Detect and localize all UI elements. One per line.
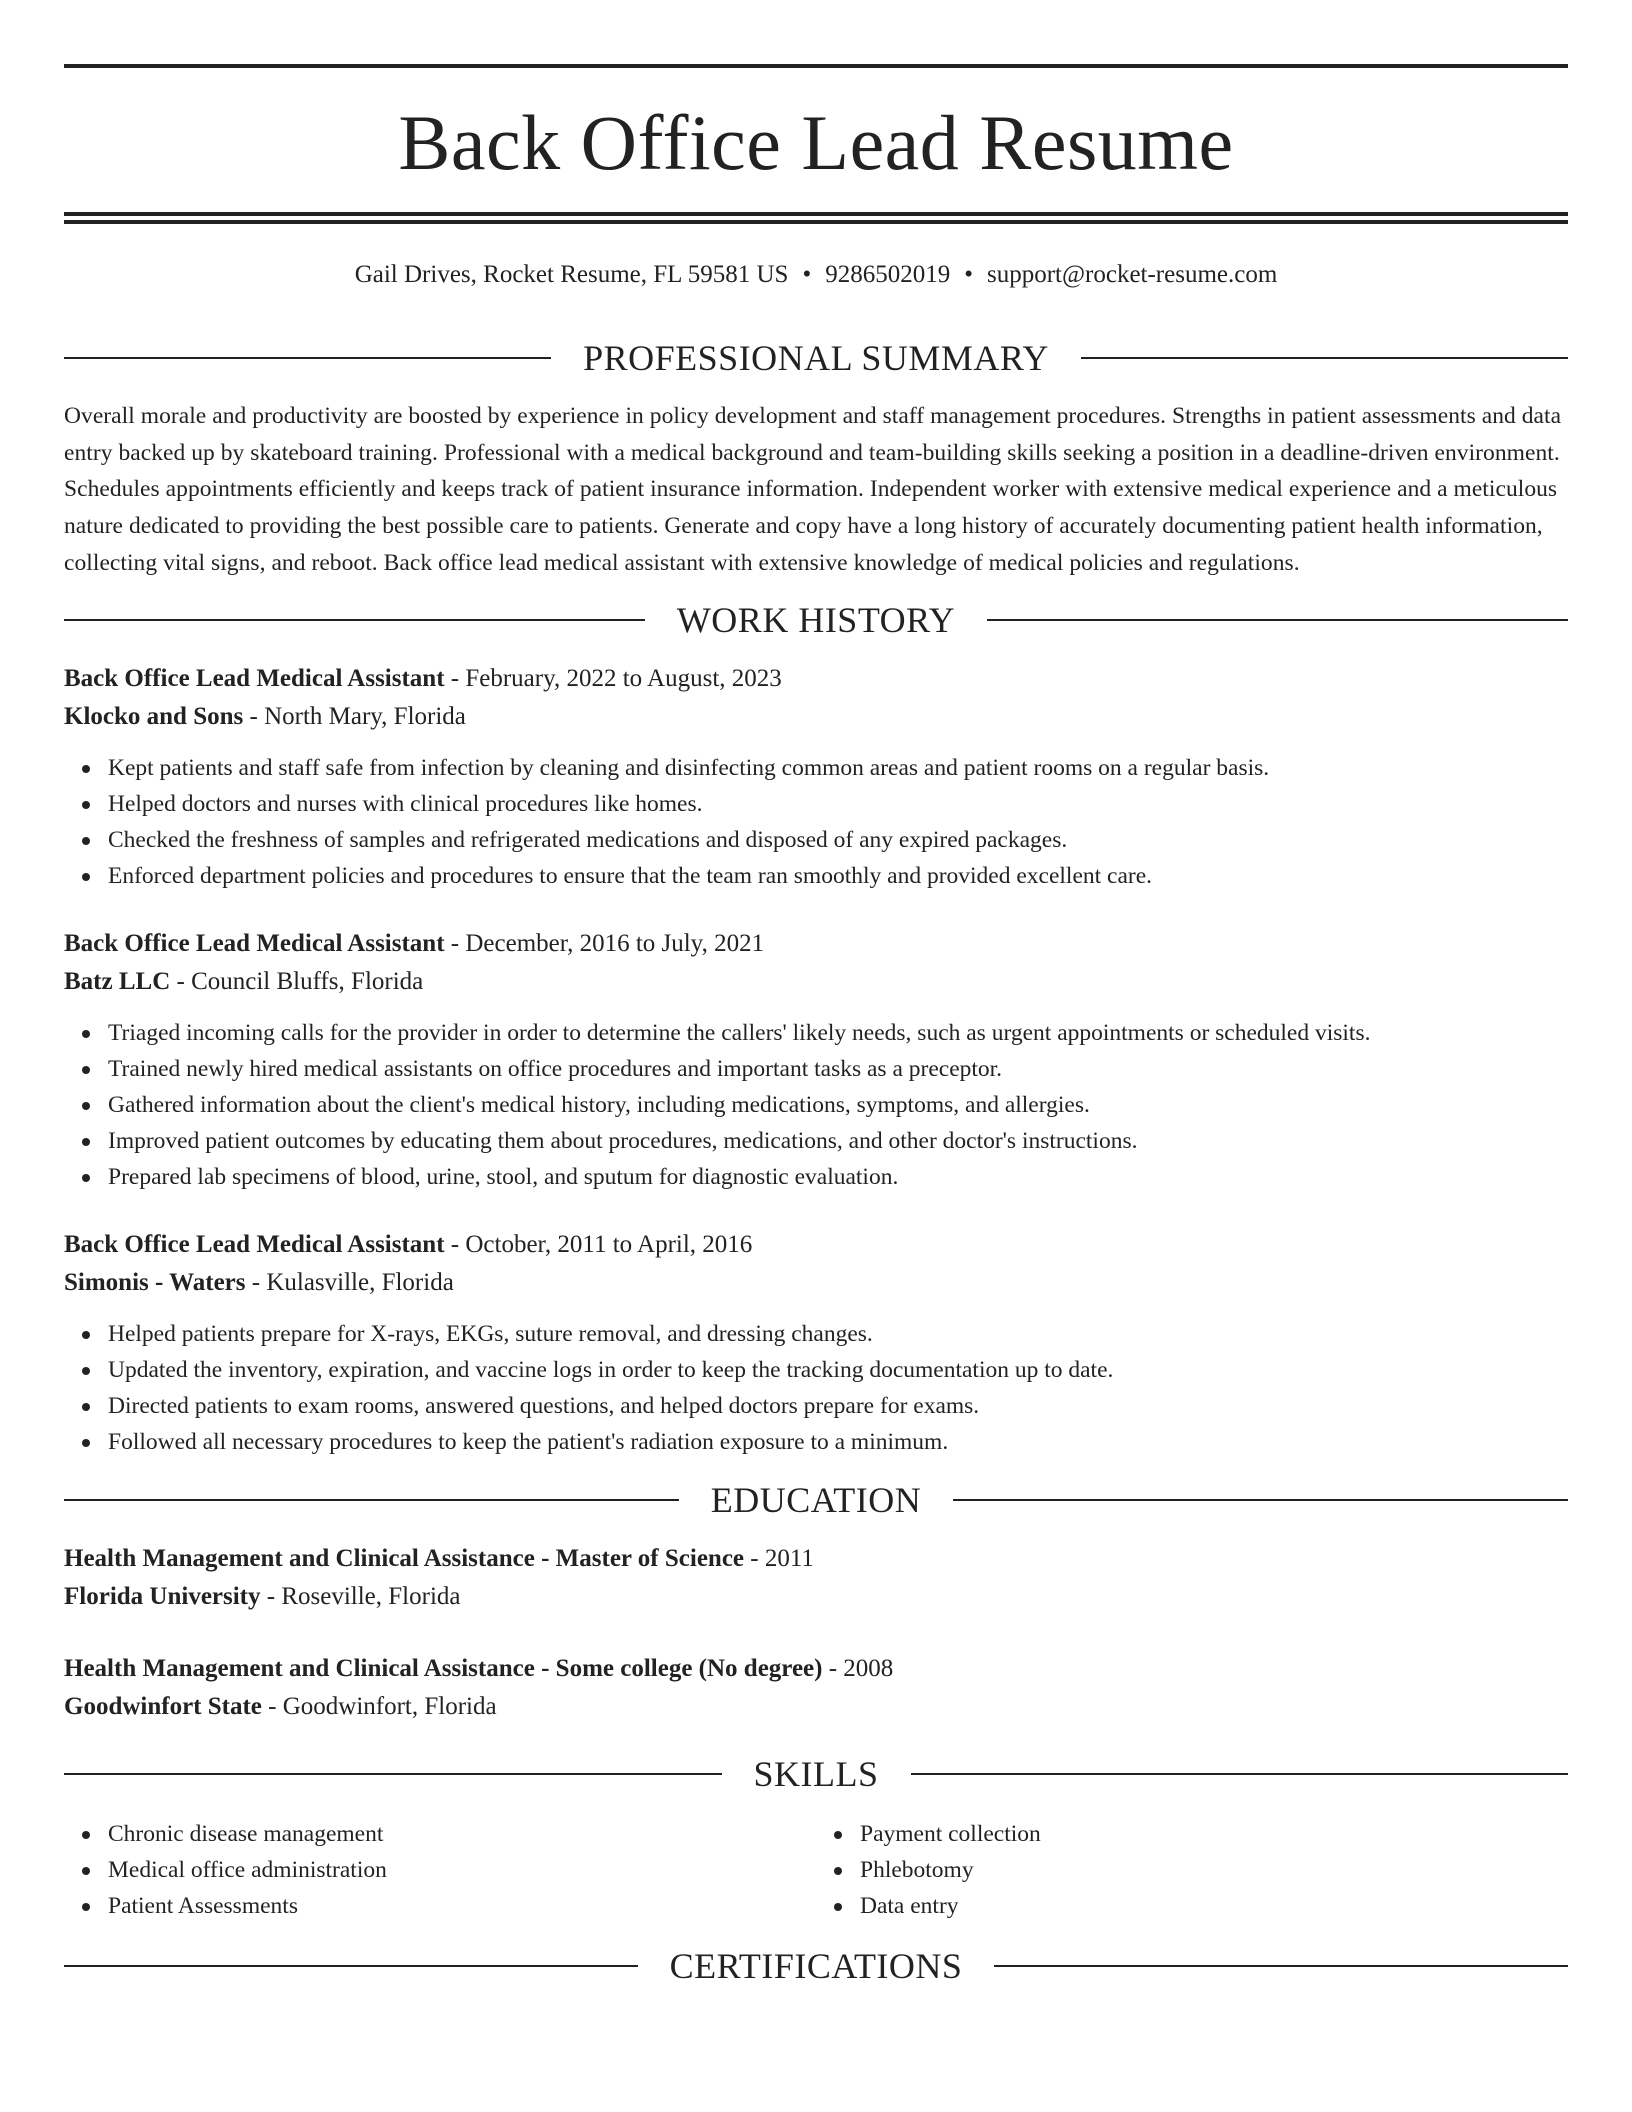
job-dates: - December, 2016 to July, 2021 [444, 929, 765, 957]
contact-separator: • [802, 261, 812, 288]
job-dates: - February, 2022 to August, 2023 [444, 664, 782, 692]
section-rule [64, 1773, 722, 1775]
contact-line [64, 260, 1568, 290]
contact-separator: • [964, 261, 973, 288]
job-company-line [64, 1264, 1568, 1302]
section-title-certifications: CERTIFICATIONS [669, 1945, 963, 1986]
job-company-line [64, 963, 1568, 1001]
skills-column-right [816, 1816, 1568, 1924]
list-item: Gathered information about the client's medical history, including medications, symptoms, and allergies. [108, 1087, 1568, 1123]
contact-address: Gail Drives, Rocket Resume, FL 59581 US [354, 261, 789, 288]
education-school: Goodwinfort State [64, 1692, 262, 1720]
education-degree: Health Management and Clinical Assistance - Master of Science [64, 1544, 745, 1572]
list-item: Trained newly hired medical assistants on office procedures and important tasks as a preceptor. [108, 1051, 1568, 1087]
list-item: Prepared lab specimens of blood, urine, stool, and sputum for diagnostic evaluation. [108, 1159, 1568, 1195]
section-rule [64, 1965, 638, 1967]
section-rule [987, 619, 1568, 621]
section-rule [1081, 357, 1568, 359]
job-company: Simonis - Waters [64, 1268, 246, 1296]
list-item: Triaged incoming calls for the provider in order to determine the callers' likely needs, such as urgent appointments or scheduled visits. [108, 1015, 1568, 1051]
job-title-line [64, 660, 1568, 698]
top-rule [64, 64, 1568, 68]
section-rule [64, 619, 645, 621]
section-rule [64, 357, 551, 359]
skill-item: Data entry [860, 1888, 1568, 1924]
section-rule [911, 1773, 1569, 1775]
list-item: Improved patient outcomes by educating them about procedures, medications, and other doctor's instructions. [108, 1123, 1568, 1159]
contact-phone: 9286502019 [825, 261, 951, 288]
summary-text: Overall morale and productivity are boosted by experience in policy development and staff management procedures. Strengths in patient assessments and data entry backed up by skateboard training. Professional with a medical background and team-building skills seeking a position in a deadline-driven environment. Schedules appointments efficiently and keeps track of patient insurance information. Independent worker with extensive medical experience and a meticulous nature dedicated to providing the best possible care to patients. Generate and copy have a long history of accurately documenting patient health information, collecting vital signs, and reboot. Back office lead medical assistant with extensive knowledge of medical policies and regulations. [64, 403, 1562, 576]
job-location: - Kulasville, Florida [245, 1268, 454, 1296]
job-company: Klocko and Sons [64, 702, 244, 730]
section-header-work [64, 599, 1568, 640]
job-entry [64, 925, 1568, 1195]
education-entry [64, 1540, 1568, 1616]
job-location: - Council Bluffs, Florida [170, 967, 424, 995]
section-header-education [64, 1479, 1568, 1520]
education-entry [64, 1650, 1568, 1726]
list-item: Checked the freshness of samples and refrigerated medications and disposed of any expired packages. [108, 822, 1568, 858]
job-entry [64, 660, 1568, 894]
job-title-line [64, 1226, 1568, 1264]
job-bullets [64, 1015, 1568, 1195]
skill-item: Patient Assessments [108, 1888, 816, 1924]
education-degree: Health Management and Clinical Assistance - Some college (No degree) [64, 1654, 823, 1682]
job-title: Back Office Lead Medical Assistant [64, 664, 445, 692]
section-title-education: EDUCATION [710, 1479, 922, 1520]
education-location: - Roseville, Florida [260, 1582, 461, 1610]
section-title-summary: PROFESSIONAL SUMMARY [583, 338, 1049, 378]
skill-item: Payment collection [860, 1816, 1568, 1852]
job-company-line [64, 698, 1568, 736]
job-bullets [64, 1316, 1568, 1460]
list-item: Helped doctors and nurses with clinical procedures like homes. [108, 786, 1568, 822]
section-title-work: WORK HISTORY [676, 599, 956, 640]
education-degree-line [64, 1650, 1568, 1688]
job-bullets [64, 750, 1568, 894]
list-item: Kept patients and staff safe from infection by cleaning and disinfecting common areas and patient rooms on a regular basis. [108, 750, 1568, 786]
skill-item: Phlebotomy [860, 1852, 1568, 1888]
skill-item: Chronic disease management [108, 1816, 816, 1852]
list-item: Updated the inventory, expiration, and vaccine logs in order to keep the tracking documentation up to date. [108, 1352, 1568, 1388]
education-year: - 2008 [822, 1654, 894, 1682]
section-title-skills: SKILLS [753, 1753, 879, 1794]
job-entry [64, 1226, 1568, 1460]
page-title: Back Office Lead Resume [398, 99, 1234, 186]
skill-item: Medical office administration [108, 1852, 816, 1888]
job-location: - North Mary, Florida [243, 702, 466, 730]
list-item: Directed patients to exam rooms, answered questions, and helped doctors prepare for exams. [108, 1388, 1568, 1424]
section-header-summary [64, 340, 1568, 376]
section-header-skills [64, 1753, 1568, 1794]
education-location: - Goodwinfort, Florida [261, 1692, 497, 1720]
list-item: Enforced department policies and procedures to ensure that the team ran smoothly and provided excellent care. [108, 858, 1568, 894]
skills-column-left [64, 1816, 816, 1924]
title-double-rule [64, 212, 1568, 224]
contact-email: support@rocket-resume.com [987, 261, 1278, 288]
skills-grid [64, 1816, 1568, 1924]
section-rule [994, 1965, 1568, 1967]
job-title: Back Office Lead Medical Assistant [64, 929, 445, 957]
education-year: - 2011 [744, 1544, 814, 1572]
education-school-line [64, 1578, 1568, 1616]
education-school: Florida University [64, 1582, 261, 1610]
section-rule [953, 1499, 1568, 1501]
list-item: Followed all necessary procedures to keep the patient's radiation exposure to a minimum. [108, 1424, 1568, 1460]
job-title: Back Office Lead Medical Assistant [64, 1230, 445, 1258]
education-degree-line [64, 1540, 1568, 1578]
section-header-certifications [64, 1945, 1568, 1986]
job-title-line [64, 925, 1568, 963]
job-dates: - October, 2011 to April, 2016 [444, 1230, 753, 1258]
list-item: Helped patients prepare for X-rays, EKGs, suture removal, and dressing changes. [108, 1316, 1568, 1352]
section-rule [64, 1499, 679, 1501]
education-school-line [64, 1688, 1568, 1726]
job-company: Batz LLC [64, 967, 171, 995]
